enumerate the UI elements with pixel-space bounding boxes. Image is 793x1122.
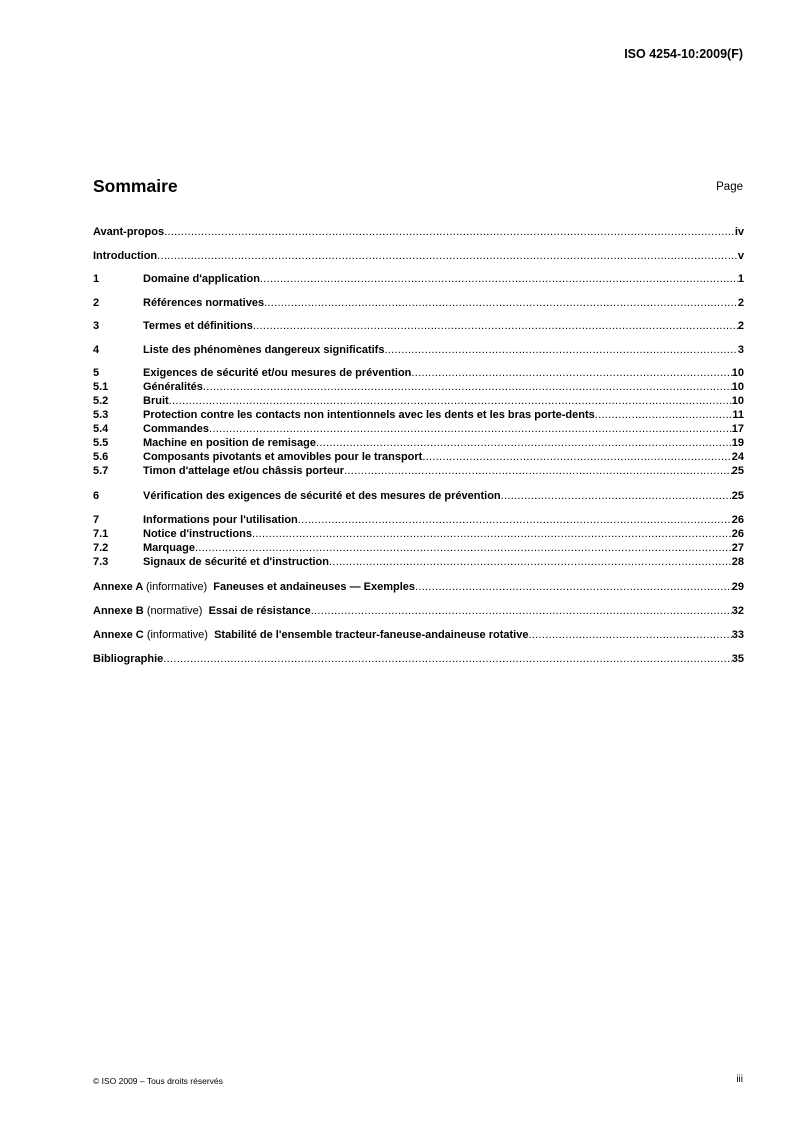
toc-entry-title (143, 272, 260, 286)
toc-entry[interactable] (93, 464, 744, 478)
toc-entry-number: 5.1 (93, 381, 109, 393)
toc-leader-dots (298, 513, 732, 527)
toc-entry-page: 26 (731, 528, 744, 540)
toc-leader-dots (411, 366, 731, 380)
toc-entry-title (143, 527, 252, 541)
toc-entry-number: 5 (93, 367, 100, 379)
toc-leader-dots (344, 464, 732, 478)
toc-entry-number: 4 (93, 344, 100, 356)
toc-entry-title (143, 450, 422, 464)
toc-entry-title (143, 394, 169, 408)
toc-entry-title (143, 380, 203, 394)
toc-entry-page: 24 (731, 451, 744, 463)
toc-leader-dots (316, 436, 732, 450)
toc-entry-text: Avant-propos (93, 226, 165, 238)
toc-entry-page: 2 (737, 320, 744, 332)
toc-entry[interactable] (93, 380, 744, 394)
footer-page-number: iii (736, 1074, 743, 1085)
toc-entry-text: Machine en position de remisage (143, 437, 316, 449)
toc-annex-type: (normative) (146, 605, 203, 617)
toc-entry-text: Marquage (143, 542, 195, 554)
toc-leader-dots (329, 555, 732, 569)
toc-entry-text: Protection contre les contacts non intentionnels avec les dents et les bras porte-dents (143, 409, 595, 421)
toc-entry-text: Composants pivotants et amovibles pour le transport (143, 451, 423, 463)
toc-leader-dots (415, 580, 732, 594)
toc-entry-number: 5.4 (93, 423, 109, 435)
toc-entry[interactable] (93, 604, 744, 618)
toc-entry-title (143, 319, 253, 333)
toc-entry-title (93, 225, 164, 239)
toc-entry-title (143, 464, 344, 478)
toc-entry-title (93, 249, 157, 263)
toc-entry-text: Essai de résistance (208, 605, 311, 617)
toc-annex-type: (informative) (145, 581, 208, 593)
toc-entry-title (143, 555, 329, 569)
toc-entry[interactable] (93, 628, 744, 642)
toc-entry-number: 7.3 (93, 556, 109, 568)
toc-entry[interactable] (93, 422, 744, 436)
toc-entry-text: Domaine d'application (143, 273, 260, 285)
toc-entry-number: 5.3 (93, 409, 109, 421)
toc-leader-dots (422, 450, 731, 464)
toc-entry[interactable] (93, 343, 744, 357)
toc-entry[interactable] (93, 527, 744, 541)
toc-entry-title (143, 541, 195, 555)
toc-entry[interactable] (93, 436, 744, 450)
toc-entry-page: v (737, 250, 744, 262)
toc-entry[interactable] (93, 541, 744, 555)
toc-entry[interactable] (93, 408, 744, 422)
toc-leader-dots (311, 604, 732, 618)
toc-entry-number: 7 (93, 514, 100, 526)
toc-entry-number: 5.6 (93, 451, 109, 463)
toc-entry[interactable] (93, 249, 744, 263)
toc-leader-dots (260, 272, 738, 286)
toc-entry[interactable] (93, 652, 744, 666)
toc-entry[interactable] (93, 272, 744, 286)
toc-leader-dots (164, 225, 735, 239)
toc-entry-number: 6 (93, 490, 100, 502)
toc-entry-number: 5.7 (93, 465, 109, 477)
toc-entry-text: Références normatives (143, 297, 265, 309)
toc-entry-title (143, 436, 316, 450)
toc-entry-number: 5.2 (93, 395, 109, 407)
toc-entry-text: Timon d'attelage et/ou châssis porteur (143, 465, 345, 477)
toc-entry-page: 1 (737, 273, 744, 285)
toc-entry-title (143, 422, 209, 436)
toc-entry-title (143, 408, 595, 422)
toc-entry[interactable] (93, 225, 744, 239)
toc-leader-dots (253, 319, 738, 333)
toc-entry[interactable] (93, 319, 744, 333)
toc-entry[interactable] (93, 366, 744, 380)
toc-leader-dots (209, 422, 732, 436)
page-column-label: Page (716, 181, 743, 193)
toc-entry[interactable] (93, 555, 744, 569)
toc-entry[interactable] (93, 513, 744, 527)
toc-entry-title (93, 604, 311, 618)
toc-entry-text: Bibliographie (93, 653, 164, 665)
toc-entry-page: 33 (731, 629, 744, 641)
toc-entry-text: Faneuses et andaineuses — Exemples (213, 581, 415, 593)
toc-entry-text: Signaux de sécurité et d'instruction (143, 556, 329, 568)
toc-entry-text: Termes et définitions (143, 320, 253, 332)
toc-leader-dots (528, 628, 731, 642)
footer-copyright: © ISO 2009 – Tous droits réservés (93, 1076, 223, 1086)
toc-entry-text: Vérification des exigences de sécurité et des mesures de prévention (143, 490, 501, 502)
toc-entry[interactable] (93, 450, 744, 464)
toc-entry-title (93, 652, 163, 666)
toc-entry-number: 5.5 (93, 437, 109, 449)
toc-entry-title (143, 489, 501, 503)
toc-entry[interactable] (93, 580, 744, 594)
toc-entry-text: Liste des phénomènes dangereux significatifs (143, 344, 385, 356)
toc-leader-dots (264, 296, 738, 310)
toc-entry-text: Exigences de sécurité et/ou mesures de prévention (143, 367, 412, 379)
toc-entry-page: 25 (731, 465, 744, 477)
toc-leader-dots (595, 408, 733, 422)
toc-entry-page: 32 (731, 605, 744, 617)
toc-leader-dots (169, 394, 732, 408)
toc-entry-number: 7.2 (93, 542, 109, 554)
toc-entry-page: 35 (731, 653, 744, 665)
toc-annex-label: Annexe C (93, 629, 144, 641)
toc-entry[interactable] (93, 489, 744, 503)
toc-entry-title (143, 343, 384, 357)
toc-entry-text: Introduction (93, 250, 158, 262)
toc-leader-dots (203, 380, 732, 394)
toc-entry-page: iv (734, 226, 744, 238)
toc-entry-text: Stabilité de l'ensemble tracteur-faneuse-andaineuse rotative (214, 629, 529, 641)
toc-entry-number: 2 (93, 297, 100, 309)
toc-leader-dots (163, 652, 731, 666)
toc-entry-title (93, 580, 415, 594)
toc-entry-text: Commandes (143, 423, 210, 435)
toc-entry-number: 7.1 (93, 528, 109, 540)
toc-leader-dots (252, 527, 732, 541)
toc-entry-text: Notice d'instructions (143, 528, 252, 540)
toc-entry[interactable] (93, 394, 744, 408)
toc-entry-page: 17 (731, 423, 744, 435)
toc-entry-page: 10 (731, 381, 744, 393)
toc-entry-title (143, 366, 411, 380)
toc-entry-text: Généralités (143, 381, 203, 393)
toc-entry-page: 27 (731, 542, 744, 554)
page-title: Sommaire (93, 176, 178, 196)
toc-entry[interactable] (93, 296, 744, 310)
toc-entry-page: 25 (731, 490, 744, 502)
toc-entry-page: 10 (731, 367, 744, 379)
toc-entry-text: Informations pour l'utilisation (143, 514, 298, 526)
toc-annex-type: (informative) (146, 629, 208, 641)
toc-leader-dots (384, 343, 737, 357)
toc-entry-page: 2 (737, 297, 744, 309)
toc-annex-label: Annexe B (93, 605, 144, 617)
toc-entry-title (143, 513, 298, 527)
toc-entry-page: 29 (731, 581, 744, 593)
toc-entry-page: 26 (731, 514, 744, 526)
toc-annex-label: Annexe A (93, 581, 143, 593)
toc-entry-page: 3 (737, 344, 744, 356)
toc-entry-page: 19 (731, 437, 744, 449)
toc-entry-page: 11 (732, 409, 744, 421)
toc-entry-number: 1 (93, 273, 100, 285)
document-id: ISO 4254-10:2009(F) (624, 47, 743, 61)
toc-entry-title (93, 628, 528, 642)
toc-leader-dots (501, 489, 732, 503)
toc-leader-dots (195, 541, 732, 555)
toc-entry-page: 28 (731, 556, 744, 568)
toc-entry-number: 3 (93, 320, 100, 332)
toc-leader-dots (157, 249, 738, 263)
toc-entry-title (143, 296, 264, 310)
toc-entry-text: Bruit (143, 395, 169, 407)
toc-entry-page: 10 (731, 395, 744, 407)
